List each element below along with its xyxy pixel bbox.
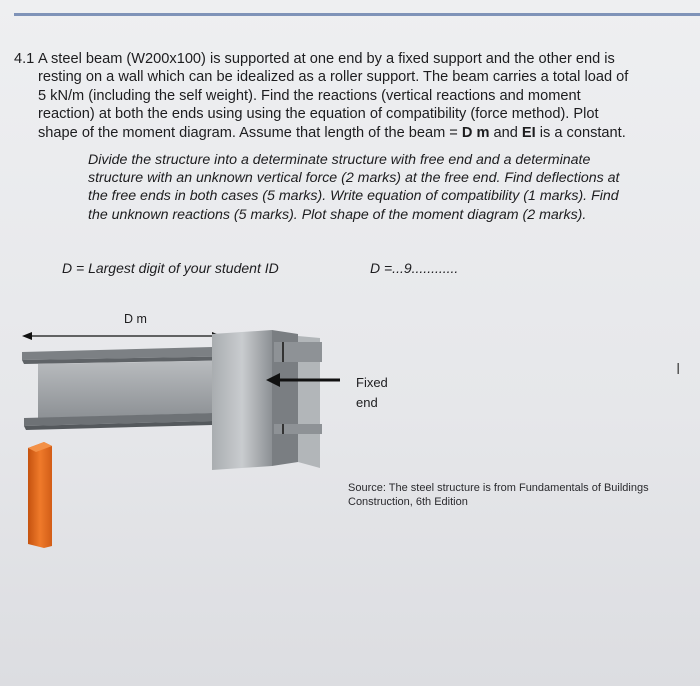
length-symbol: D m bbox=[461, 124, 490, 141]
text-cursor-icon: I bbox=[676, 361, 681, 378]
top-rule bbox=[14, 13, 700, 16]
ei-symbol: EI bbox=[521, 124, 536, 141]
question-line-3: 5 kN/m (including the self weight). Find the reactions (vertical reactions and moment bbox=[38, 87, 581, 104]
question-line-5-mid: and bbox=[489, 124, 522, 141]
instruction-line-3: the free ends in both cases (5 marks). Write equation of compatibility (1 marks). Find bbox=[88, 188, 619, 205]
steel-column bbox=[212, 330, 322, 470]
source-line-1: Source: The steel structure is from Fundamentals of Buildings bbox=[348, 482, 649, 494]
fixed-end-label-line-1: Fixed bbox=[356, 375, 388, 390]
beam-figure bbox=[0, 300, 700, 560]
span-label: D m bbox=[124, 312, 147, 326]
question-line-2: resting on a wall which can be idealized as a roller support. The beam carries a total load of bbox=[38, 69, 629, 86]
fixed-end-label-line-2: end bbox=[356, 395, 378, 410]
instruction-line-1: Divide the structure into a determinate structure with free end and a determinate bbox=[88, 152, 591, 168]
question-text bbox=[38, 50, 694, 142]
question-line-1: A steel beam (W200x100) is supported at one end by a fixed support and the other end is bbox=[38, 51, 615, 67]
source-line-2: Construction, 6th Edition bbox=[348, 496, 468, 508]
question-line-5 bbox=[38, 124, 694, 142]
source-citation bbox=[348, 481, 649, 509]
span-dimension-arrow bbox=[22, 332, 222, 340]
instruction-line-2: structure with an unknown vertical force (2 marks) at the free end. Find deflections at bbox=[88, 170, 620, 187]
question-line-5-start: shape of the moment diagram. Assume that length of the beam = bbox=[38, 124, 462, 141]
fixed-end-label bbox=[356, 373, 388, 413]
question-line-4: reaction) at both the ends using using the equation of compatibility (force method). Plot bbox=[38, 106, 599, 123]
wall-support bbox=[28, 442, 52, 548]
d-definition-value: D =...9............ bbox=[370, 260, 459, 276]
instructions bbox=[88, 151, 696, 224]
instruction-line-4: the unknown reactions (5 marks). Plot shape of the moment diagram (2 marks). bbox=[88, 206, 587, 223]
d-definition-label: D = Largest digit of your student ID bbox=[62, 260, 279, 276]
question bbox=[14, 50, 694, 142]
question-line-5-end: is a constant. bbox=[535, 124, 626, 141]
question-number: 4.1 bbox=[14, 51, 35, 67]
